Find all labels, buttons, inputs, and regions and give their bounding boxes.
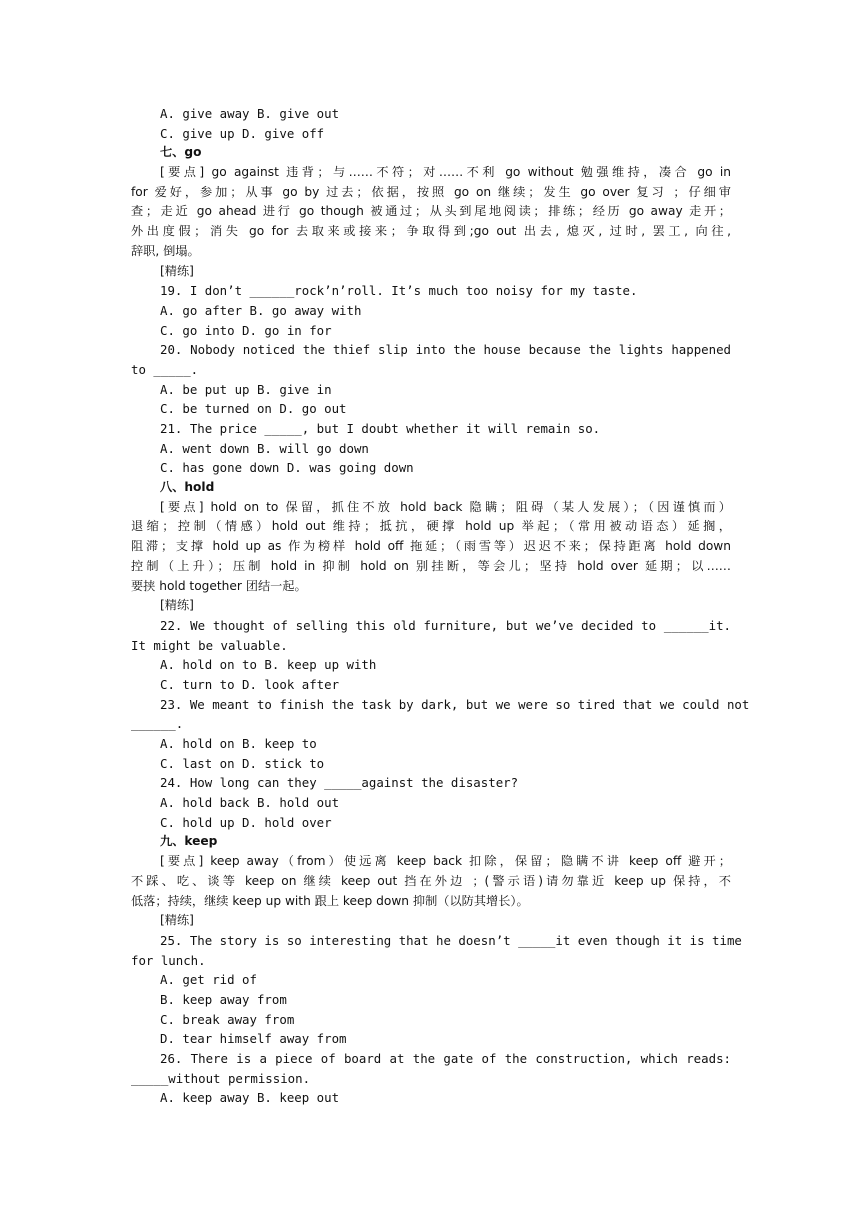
text-line: C. has gone down D. was going down — [160, 460, 414, 476]
section-heading: 七、go — [160, 145, 202, 160]
text-line: C. go into D. go in for — [160, 322, 332, 338]
paragraph-line: 阻滞；支撑 hold up as 作为榜样 hold off 拖延；（雨雪等）迟迟不来；保持距离 hold down — [131, 539, 731, 554]
paragraph-line: 辞职, 倒塌。 — [131, 243, 200, 258]
section-heading: 九、keep — [160, 834, 218, 849]
text-line: B. keep away from — [160, 991, 287, 1007]
paragraph-line: for 爱好，参加；从事 go by 过去；依据，按照 go on 继续；发生 go over 复习 ；仔细审 — [131, 184, 731, 199]
paragraph-line: 低落；持续，继续 keep up with 跟上 keep down 抑制（以防其增长）。 — [131, 893, 529, 908]
paragraph-line: for lunch. — [131, 952, 206, 968]
paragraph-line: 控制（上升）；压制 hold in 抑制 hold on 别挂断，等会儿；坚持 hold over 延期；以…… — [131, 558, 731, 573]
paragraph-line: [要点] keep away（from）使远离 keep back 扣除，保留；隐瞒不讲 keep off 避开； — [160, 854, 731, 869]
paragraph-line: 要挟 hold together 团结一起。 — [131, 578, 307, 593]
text-line: 21. The price _____, but I doubt whether it will remain so. — [160, 421, 601, 436]
text-line: A. went down B. will go down — [160, 440, 369, 456]
paragraph-line: It might be valuable. — [131, 637, 288, 653]
paragraph-line: 26. There is a piece of board at the gate of the construction, which reads: — [160, 1051, 731, 1066]
text-line: A. hold back B. hold out — [160, 795, 340, 811]
paragraph-line: _____without permission. — [131, 1070, 311, 1086]
text-line: C. last on D. stick to — [160, 755, 325, 771]
text-line: A. go after B. go away with — [160, 302, 362, 318]
paragraph-line: 退缩；控制（情感）hold out 维持；抵抗，硬撑 hold up 举起；（常用被动语态）延搁， — [131, 519, 731, 534]
text-line: C. turn to D. look after — [160, 676, 340, 692]
text-line: A. hold on to B. keep up with — [160, 657, 377, 673]
text-line: [精练] — [160, 598, 194, 613]
text-line: A. be put up B. give in — [160, 381, 332, 397]
text-line: 24. How long can they _____against the disaster? — [160, 775, 519, 791]
section-heading: 八、hold — [160, 480, 215, 495]
paragraph-line: [要点] go against 违背；与……不符；对……不利 go without 勉强维持，凑合 go in — [160, 165, 731, 180]
paragraph-line: 不踩、吃、谈等 keep on 继续 keep out 挡在外边 ；(警示语)请勿靠近 keep up 保持，不 — [131, 873, 731, 888]
text-line: [精练] — [160, 263, 194, 278]
paragraph-line: 外出度假；消失 go for 去取来或接来；争取得到;go out 出去, 熄灭, 过时, 罢工, 向往, — [131, 224, 731, 239]
text-line: A. give away B. give out — [160, 106, 340, 121]
paragraph-line: 25. The story is so interesting that he doesn’t _____it even though it is time — [160, 932, 742, 948]
paragraph-line: 查；走近 go ahead 进行 go though 被通过；从头到尾地阅读；排练；经历 go away 走开； — [131, 204, 731, 219]
paragraph-line: ______. — [131, 716, 184, 732]
text-line: A. keep away B. keep out — [160, 1090, 340, 1106]
text-line: C. give up D. give off — [160, 125, 325, 141]
document-page — [131, 104, 750, 1108]
text-line: [精练] — [160, 913, 194, 928]
text-line: C. break away from — [160, 1011, 295, 1027]
paragraph-line: [要点] hold on to 保留，抓住不放 hold back 隐瞒；阻碍（某人发展）；（因谨慎而） — [160, 499, 731, 514]
text-line: C. be turned on D. go out — [160, 401, 347, 417]
text-line: C. hold up D. hold over — [160, 814, 332, 830]
paragraph-line: 23. We meant to finish the task by dark, but we were so tired that we could not — [160, 696, 750, 712]
text-line: A. hold on B. keep to — [160, 736, 317, 751]
text-line: A. get rid of — [160, 972, 257, 988]
text-line: 19. I don’t ______rock’n’roll. It’s much too noisy for my taste. — [160, 283, 638, 299]
text-line: D. tear himself away from — [160, 1031, 347, 1047]
paragraph-line: to _____. — [131, 361, 199, 377]
paragraph-line: 22. We thought of selling this old furniture, but we’ve decided to ______it. — [160, 617, 731, 633]
paragraph-line: 20. Nobody noticed the thief slip into the house because the lights happened — [160, 342, 731, 358]
